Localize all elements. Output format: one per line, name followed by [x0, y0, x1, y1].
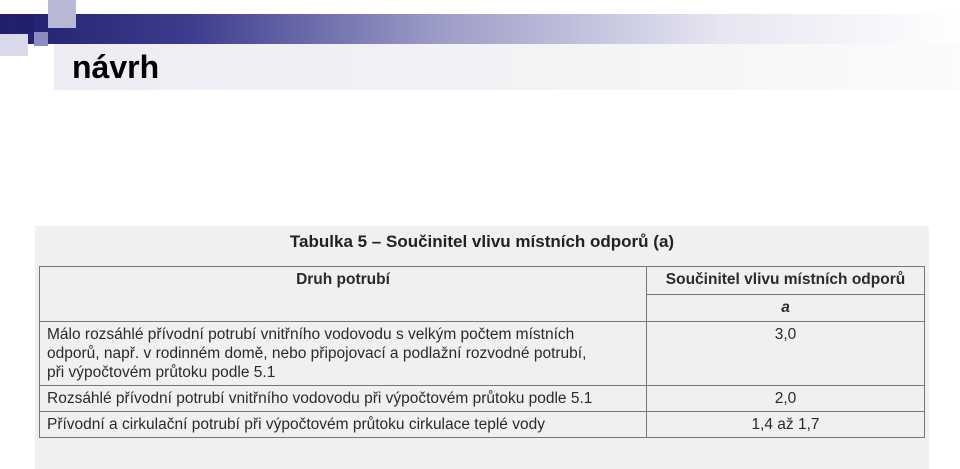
header-gradient-bar	[0, 14, 960, 44]
row-description-line: při výpočtovém průtoku podle 5.1	[47, 364, 276, 381]
row-value: 2,0	[647, 386, 925, 412]
row-description-line: Rozsáhlé přívodní potrubí vnitřního vodovodu při výpočtovém průtoku podle 5.1	[47, 390, 593, 407]
row-description-line: Přívodní a cirkulační potrubí při výpočtovém průtoku cirkulace teplé vody	[47, 416, 545, 433]
table-row	[40, 322, 925, 386]
decor-square	[0, 34, 28, 56]
header-pipe-type	[40, 267, 647, 322]
table-row	[40, 386, 925, 412]
decor-square	[34, 32, 48, 46]
table-row	[40, 412, 925, 438]
header-symbol: a	[647, 294, 925, 322]
row-value: 1,4 až 1,7	[647, 412, 925, 438]
table-scan	[35, 226, 929, 469]
header-pipe-type-label: Druh potrubí	[296, 271, 390, 288]
row-description	[40, 386, 647, 412]
coefficient-table	[39, 266, 925, 438]
table-header-row	[40, 267, 925, 295]
slide-title: návrh	[72, 49, 160, 85]
header-coefficient	[647, 267, 925, 295]
row-description-line: Málo rozsáhlé přívodní potrubí vnitřního vodovodu s velkým počtem místních	[47, 326, 575, 343]
row-description	[40, 412, 647, 438]
row-value: 3,0	[647, 322, 925, 386]
header-coefficient-label: Součinitel vlivu místních odporů	[665, 271, 906, 288]
decor-square	[16, 14, 34, 32]
decor-square	[48, 0, 76, 28]
row-description	[40, 322, 647, 386]
table-caption: Tabulka 5 – Součinitel vlivu místních odporů (a)	[289, 232, 675, 251]
row-description-line: odporů, např. v rodinném domě, nebo připojovací a podlažní rozvodné potrubí,	[47, 345, 587, 362]
title-band	[54, 44, 960, 90]
